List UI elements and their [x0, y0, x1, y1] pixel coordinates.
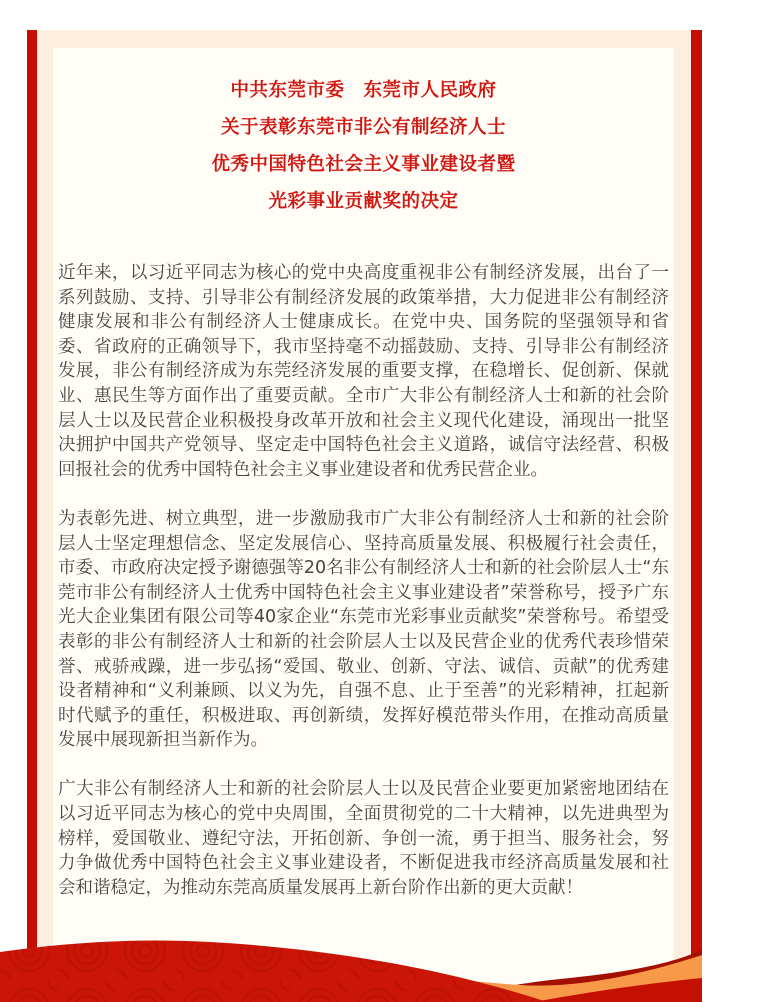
- paragraph-3: 广大非公有制经济人士和新的社会阶层人士以及民营企业要更加紧密地团结在以习近平同志为核心的党中央周围，全面贯彻党的二十大精神，以先进典型为榜样，爱国敬业、遵纪守法，开拓创新、争创一流，勇于担当、服务社会，努力争做优秀中国特色社会主义事业建设者，不断促进我市经济高质量发展和社会和谐稳定，为推动东莞高质量发展再上新台阶作出新的更大贡献！: [58, 779, 669, 898]
- document-content: [53, 48, 674, 900]
- title-line-3: 优秀中国特色社会主义事业建设者暨: [211, 154, 516, 175]
- document-inner-panel: [53, 48, 674, 1002]
- title-line-1: 中共东莞市委 东莞市人民政府: [230, 80, 497, 101]
- title-line-2: 关于表彰东莞市非公有制经济人士: [220, 117, 506, 138]
- document-body: [58, 261, 669, 900]
- paragraph-2: 为表彰先进、树立典型，进一步激励我市广大非公有制经济人士和新的社会阶层人士坚定理想信念、坚定发展信心、坚持高质量发展、积极履行社会责任，市委、市政府决定授予谢德强等20名非公有制经济人士和新的社会阶层人士“东莞市非公有制经济人士优秀中国特色社会主义事业建设者”荣誉称号，授予广东光大企业集团有限公司等40家企业“东莞市光彩事业贡献奖”荣誉称号。希望受表彰的非公有制经济人士和新的社会阶层人士以及民营企业的优秀代表珍惜荣誉、戒骄戒躁，进一步弘扬“爱国、敬业、创新、守法、诚信、贡献”的优秀建设者精神和“义利兼顾、以义为先，自强不息、止于至善”的光彩精神，扛起新时代赋予的重任，积极进取、再创新绩，发挥好模范带头作用，在推动高质量发展中展现新担当新作为。: [58, 508, 669, 751]
- document-title: [58, 72, 669, 220]
- paragraph-1: 近年来，以习近平同志为核心的党中央高度重视非公有制经济发展，出台了一系列鼓励、支持、引导非公有制经济发展的政策举措，大力促进非公有制经济健康发展和非公有制经济人士健康成长。在党中央、国务院的坚强领导和省委、省政府的正确领导下，我市坚持毫不动摇鼓励、支持、引导非公有制经济发展，非公有制经济成为东莞经济发展的重要支撑，在稳增长、促创新、保就业、惠民生等方面作出了重要贡献。全市广大非公有制经济人士和新的社会阶层人士以及民营企业积极投身改革开放和社会主义现代化建设，涌现出一批坚决拥护中国共产党领导、坚定走中国特色社会主义道路，诚信守法经营、积极回报社会的优秀中国特色社会主义事业建设者和优秀民营企业。: [58, 263, 669, 480]
- title-line-4: 光彩事业贡献奖的决定: [268, 191, 459, 212]
- document-card: [27, 30, 702, 1002]
